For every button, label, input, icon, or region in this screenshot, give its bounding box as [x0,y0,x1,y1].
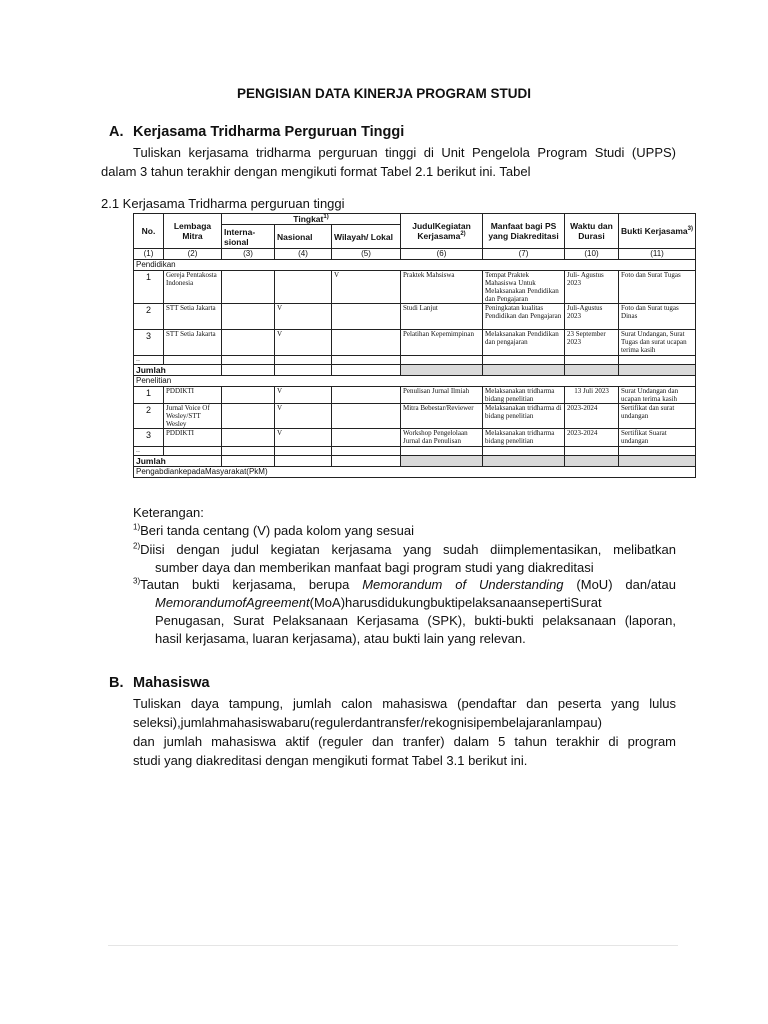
header-nasional: Nasional [275,225,332,249]
section-b-line-1: Tuliskan daya tampung, jumlah calon mahasiswa (pendaftar dan peserta yang lulus [133,696,676,711]
keterangan-title: Keterangan: [133,505,204,520]
cell-waktu: 2023-2024 [565,429,619,447]
section-b-paragraph [133,694,676,770]
header-internasional: Interna-sional [222,225,275,249]
table-caption: 2.1 Kerjasama Tridharma perguruan tinggi [101,196,345,211]
cell-judul: Studi Lanjut [401,304,483,330]
col-num: (5) [332,249,401,260]
section-a-paragraph [101,143,676,181]
cell-judul: Penulisan Jurnal Ilmiah [401,387,483,404]
section-a-letter: A. [109,124,124,140]
cell-lembaga: PDDIKTI [164,387,222,404]
cell-nasional: V [275,330,332,356]
header-judul: JudulKegiatan Kerjasama$^{2)}$ [401,214,483,249]
cell-no: 1 [134,271,164,304]
header-bukti: Bukti Kerjasama$^{3)}$ [619,214,696,249]
table-row [134,429,696,447]
cell-manfaat: Melaksanakan tridharma di bidang penelitian [483,404,565,429]
category-label: Penelitian [134,376,696,387]
jumlah-row-pendidikan [134,365,696,376]
table-row [134,304,696,330]
cell-bukti: Surat Undangan, Surat Tugas dan surat ucapan terima kasih [619,330,696,356]
cell-internasional [222,330,275,356]
cell-nasional: V [275,304,332,330]
note-1: $^{1)}$Beri tanda centang (V) pada kolom yang sesuai [133,522,415,538]
cell-judul: Praktek Mahsiswa [401,271,483,304]
cell-internasional [222,429,275,447]
cell-nasional: V [275,387,332,404]
section-b-line-2: seleksi),jumlahmahasiswabaru(regulerdantransfer/rekognisipembelajaranlampau) [133,715,602,730]
header-waktu: Waktu dan Durasi [565,214,619,249]
cell-waktu: 2023-2024 [565,404,619,429]
col-num: (1) [134,249,164,260]
table-row [134,387,696,404]
cell-lembaga: Jurnal Voice Of Wesley/STT Wesley [164,404,222,429]
cell-internasional [222,304,275,330]
cell-lembaga: Gereja Pentakosta Indonesia [164,271,222,304]
cell-waktu: 13 Juli 2023 [565,387,619,404]
col-num: (7) [483,249,565,260]
cell-bukti: Foto dan Surat tugas Dinas [619,304,696,330]
header-lembaga: Lembaga Mitra [164,214,222,249]
col-num: (4) [275,249,332,260]
section-b-line-3: dan jumlah mahasiswa aktif (reguler dan tranfer) dalam 5 tahun terakhir di program [133,734,676,749]
cell-internasional [222,271,275,304]
cell-no: 3 [134,330,164,356]
cell-wilayah [332,404,401,429]
section-b-letter: B. [109,675,124,691]
cell-lembaga: STT Setia Jakarta [164,304,222,330]
cell-manfaat: Peningkatan kualitas Pendidikan dan Pengajaran [483,304,565,330]
table-row-ellipsis [134,356,696,365]
kerjasama-table [133,213,696,478]
cell-manfaat: Tempat Praktek Mahasiswa Untuk Melaksanakan Pendidikan dan Pengajaran [483,271,565,304]
cell-lembaga: STT Setia Jakarta [164,330,222,356]
col-num: (2) [164,249,222,260]
header-tingkat: Tingkat$^{1)}$ [222,214,401,225]
cell-internasional [222,387,275,404]
page-title: PENGISIAN DATA KINERJA PROGRAM STUDI [236,86,531,101]
jumlah-label: Jumlah [134,365,222,376]
cell-waktu: 23 September 2023 [565,330,619,356]
note-3: $^{3)}$Tautan bukti kerjasama, berupa Memorandum of Understanding (MoU) dan/atau MemorandumofAgreement(MoA)harusdidukungbuktipelaksanaansepertiSurat Penugasan, Surat Pelaksanaan Kerjasama (SPK), bukti-bukti pelaksanaan (laporan, hasil kerjasama, luaran kerjasama), atau bukti lain yang relevan. [133,576,677,646]
table-row [134,330,696,356]
cell-manfaat: Melaksanakan tridharma bidang penelitian [483,429,565,447]
section-a-title: Kerjasama Tridharma Perguruan Tinggi [133,124,405,140]
section-a-heading [109,124,404,140]
section-b-title: Mahasiswa [133,675,210,691]
category-row-penelitian [134,376,696,387]
category-row-pendidikan [134,260,696,271]
cell-bukti: Foto dan Surat Tugas [619,271,696,304]
cell-wilayah [332,429,401,447]
section-b-heading [109,675,210,691]
table-row-ellipsis [134,447,696,456]
cell-internasional [222,404,275,429]
cell-no: 2 [134,404,164,429]
category-label: PengabdiankepadaMasyarakat(PkM) [134,467,696,478]
jumlah-row-penelitian [134,456,696,467]
cell-nasional: V [275,429,332,447]
cell-no: 3 [134,429,164,447]
cell-judul: Pelatihan Kepemimpinan [401,330,483,356]
cell-wilayah [332,330,401,356]
note-2: $^{2)}$Diisi dengan judul kegiatan kerjasama yang sudah diimplementasikan, melibatkan sumber daya dan memberikan manfaat bagi program studi yang diakreditasi [133,541,676,575]
section-a-line-2: dalam 3 tahun terakhir dengan mengikuti format Tabel 2.1 berikut ini. Tabel [101,164,531,179]
col-num: (10) [565,249,619,260]
table-row [134,271,696,304]
cell-waktu: Juli-Agustus 2023 [565,304,619,330]
category-label: Pendidikan [134,260,696,271]
cell-no: 1 [134,387,164,404]
cell-wilayah [332,304,401,330]
header-wilayah: Wilayah/ Lokal [332,225,401,249]
cell-bukti: Sertifikat dan surat undangan [619,404,696,429]
jumlah-label: Jumlah [134,456,222,467]
cell-wilayah [332,387,401,404]
section-b-line-4: studi yang diakreditasi dengan mengikuti format Tabel 3.1 berikut ini. [133,753,528,768]
col-num: (11) [619,249,696,260]
cell-no: 2 [134,304,164,330]
cell-judul: Mitra Bebestar/Reviewer [401,404,483,429]
category-row-pkm [134,467,696,478]
section-a-line-1: Tuliskan kerjasama tridharma perguruan tinggi di Unit Pengelola Program Studi (UPPS) [133,145,676,160]
cell-ellipsis: .. [134,356,164,365]
cell-bukti: Surat Undangan dan ucapan terima kasih [619,387,696,404]
table-row [134,404,696,429]
cell-ellipsis: .. [134,447,164,456]
cell-manfaat: Melaksanakan Pendidikan dan pengajaran [483,330,565,356]
cell-wilayah: V [332,271,401,304]
col-num: (6) [401,249,483,260]
column-number-row [134,249,696,260]
header-manfaat: Manfaat bagi PS yang Diakreditasi [483,214,565,249]
col-num: (3) [222,249,275,260]
cell-lembaga: PDDIKTI [164,429,222,447]
page-bottom-divider [108,945,678,946]
cell-nasional [275,271,332,304]
cell-manfaat: Melaksanakan tridharma bidang penelitian [483,387,565,404]
header-no: No. [134,214,164,249]
cell-nasional: V [275,404,332,429]
cell-judul: Workshop Pengelolaan Jurnal dan Penulisan [401,429,483,447]
cell-waktu: Juli- Agustus 2023 [565,271,619,304]
cell-bukti: Sertifikat Suarat undangan [619,429,696,447]
